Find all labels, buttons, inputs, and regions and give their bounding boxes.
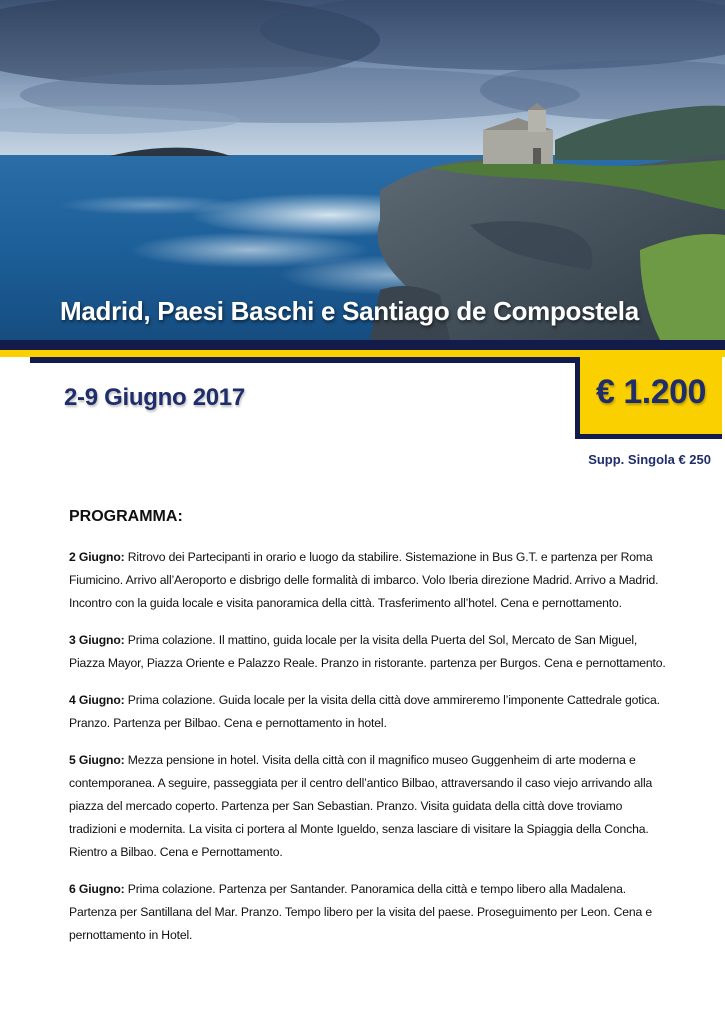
program-day [69,629,669,675]
day-label: 2 Giugno: [69,550,125,564]
day-description: Ritrovo dei Partecipanti in orario e luogo da stabilire. Sistemazione in Bus G.T. e partenza per Roma Fiumicino. Arrivo all’Aeroporto e disbrigo delle formalità di imbarco. Volo Iberia direzione Madrid. Arrivo a Madrid. Incontro con la guida locale e visita panoramica della città. Trasferimento all’hotel. Cena e pernottamento. [69,550,659,610]
program-day [69,689,669,735]
coastal-landscape-photo [0,0,725,340]
day-description: Prima colazione. Partenza per Santander. Panoramica della città e tempo libero alla Madalena. Partenza per Santillana del Mar. Pranzo. Tempo libero per la visita del paese. Proseguimento per Leon. Cena e pernottamento in Hotel. [69,882,652,942]
day-description: Prima colazione. Guida locale per la visita della città dove ammireremo l’imponente Cattedrale gotica. Pranzo. Partenza per Bilbao. Cena e pernottamento in hotel. [69,693,660,730]
program-day [69,749,669,864]
day-label: 4 Giugno: [69,693,125,707]
hero-banner [0,0,725,340]
navy-underline [30,357,575,363]
program-section [69,508,669,961]
day-label: 3 Giugno: [69,633,125,647]
program-day [69,546,669,615]
day-label: 6 Giugno: [69,882,125,896]
program-day [69,878,669,947]
single-supplement: Supp. Singola € 250 [588,452,711,467]
navy-stripe [0,340,725,350]
program-heading: PROGRAMMA: [69,508,183,525]
trip-dates: 2-9 Giugno 2017 [64,384,245,411]
day-label: 5 Giugno: [69,753,125,767]
day-description: Mezza pensione in hotel. Visita della città con il magnifico museo Guggenheim di arte moderna e contemporanea. A seguire, passeggiata per il centro dell’antico Bilbao, attraversando il caso viejo arrivando alla piazza del mercado coperto. Partenza per San Sebastian. Pranzo. Visita guidata della città dove troviamo tradizioni e modernita. La visita ci portera al Monte Igueldo, senza lasciare di visitare la Spiaggia della Concha. Rientro a Bilbao. Cena e Pernottamento. [69,753,653,859]
day-description: Prima colazione. Il mattino, guida locale per la visita della Puerta del Sol, Mercato de San Miguel, Piazza Mayor, Piazza Oriente e Palazzo Reale. Pranzo in ristorante. partenza per Burgos. Cena e pernottamento. [69,633,666,670]
trip-title: Madrid, Paesi Baschi e Santiago de Compostela [60,296,639,326]
trip-price: € 1.200 [596,373,706,411]
yellow-stripe [0,350,725,357]
price-box [575,357,722,439]
